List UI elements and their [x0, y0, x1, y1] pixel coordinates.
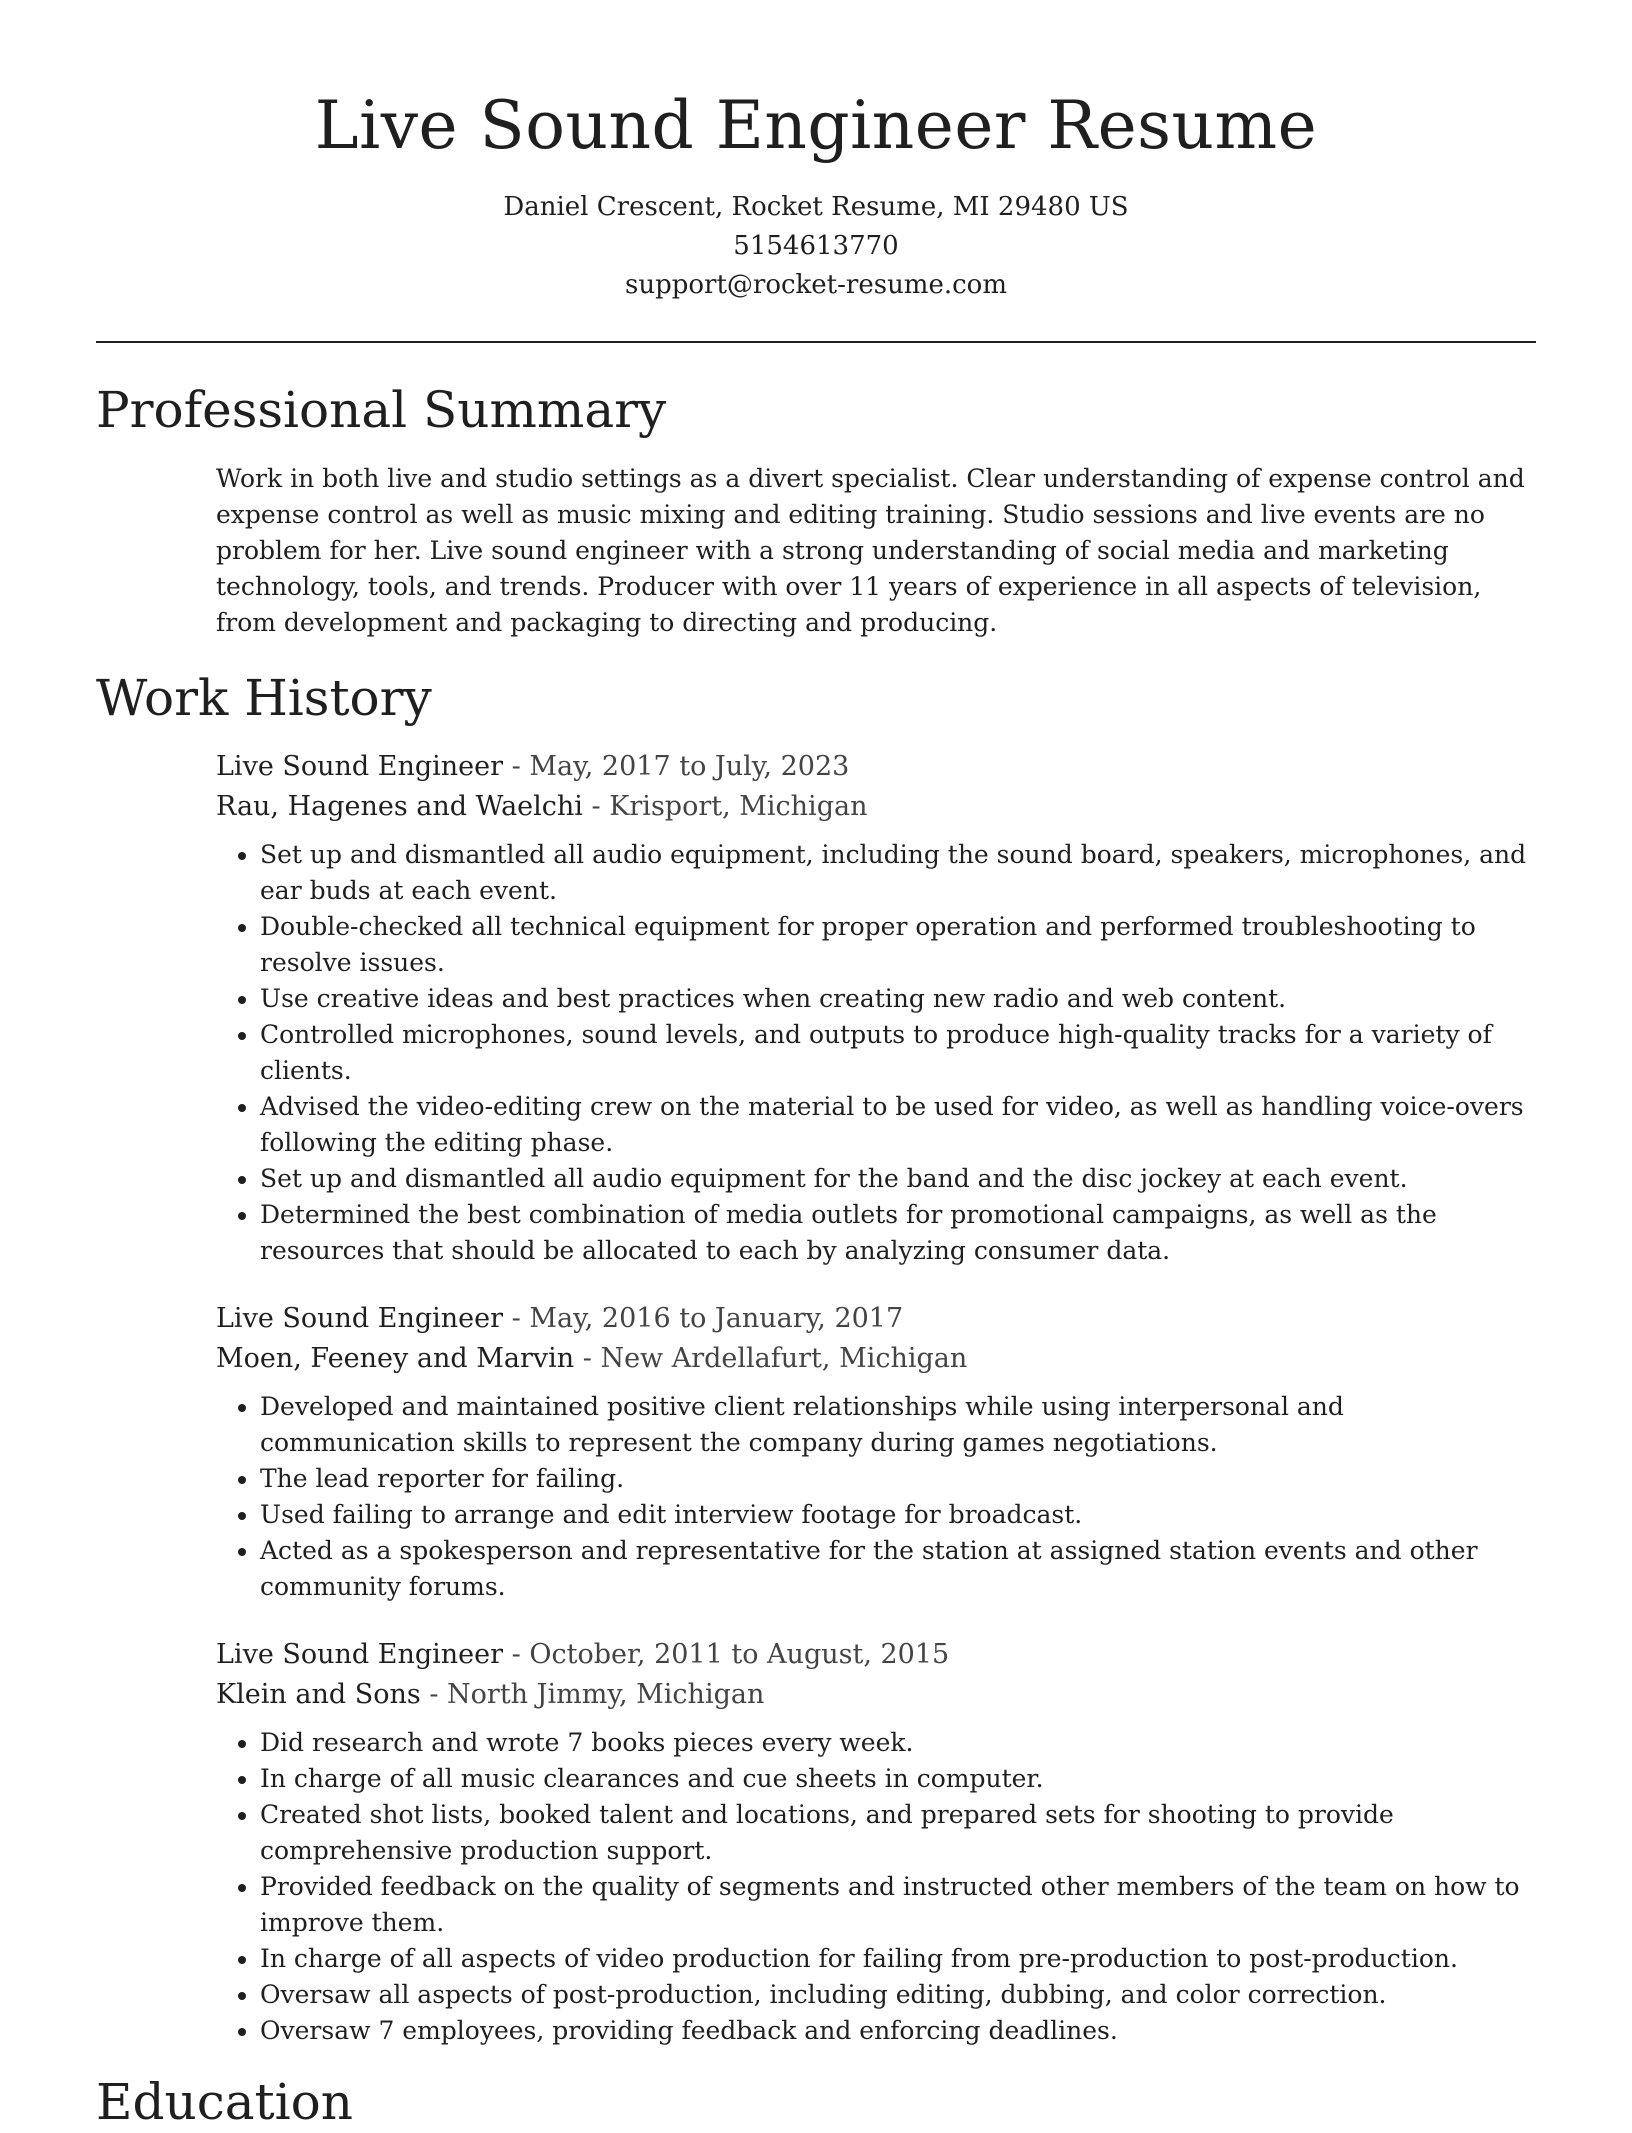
job-location: Krisport, Michigan — [609, 791, 868, 822]
duty-item: • Oversaw 7 employees, providing feedback and enforcing deadlines. — [260, 2013, 1536, 2049]
job-dates: May, 2016 to January, 2017 — [529, 1303, 904, 1334]
job-role: Live Sound Engineer — [216, 751, 504, 782]
duty-item: • Double-checked all technical equipment for proper operation and performed troubleshooting to resolve issues. — [260, 909, 1536, 981]
job-dates: October, 2011 to August, 2015 — [529, 1639, 950, 1670]
job-dates: May, 2017 to July, 2023 — [529, 751, 850, 782]
duty-item: • The lead reporter for failing. — [260, 1461, 1536, 1497]
duty-item: • Oversaw all aspects of post-production, including editing, dubbing, and color correction. — [260, 1977, 1536, 2013]
job-title-line — [216, 1635, 1536, 1675]
job-entry — [216, 747, 1536, 1269]
summary-text: Work in both live and studio settings as a divert specialist. Clear understanding of expense control and expense control as well as music mixing and editing training. Studio sessions and live events are no problem for her. Live sound engineer with a strong understanding of social media and marketing technology, tools, and trends. Producer with over 11 years of experience in all aspects of television, from development and packaging to directing and producing. — [216, 464, 1525, 637]
job-title-line — [216, 1299, 1536, 1339]
duty-item: • Created shot lists, booked talent and locations, and prepared sets for shooting to provide comprehensive production support. — [260, 1797, 1536, 1869]
duty-item: • In charge of all aspects of video production for failing from pre-production to post-production. — [260, 1941, 1536, 1977]
job-role: Live Sound Engineer — [216, 1303, 504, 1334]
duty-item: • Advised the video-editing crew on the material to be used for video, as well as handling voice-overs following the editing phase. — [260, 1089, 1536, 1161]
separator: - — [503, 1303, 530, 1334]
duty-item: • Developed and maintained positive client relationships while using interpersonal and communication skills to represent the company during games negotiations. — [260, 1389, 1536, 1461]
job-company: Moen, Feeney and Marvin — [216, 1343, 575, 1374]
summary-heading: Professional Summary — [96, 381, 667, 439]
job-duties-list — [216, 1725, 1536, 2049]
job-role: Live Sound Engineer — [216, 1639, 504, 1670]
job-company: Klein and Sons — [216, 1679, 421, 1710]
job-duties-list — [216, 837, 1536, 1269]
job-company-line — [216, 1339, 1536, 1379]
duty-item: • Did research and wrote 7 books pieces every week. — [260, 1725, 1536, 1761]
duty-item: • Acted as a spokesperson and representative for the station at assigned station events and other community forums. — [260, 1533, 1536, 1605]
duty-item: • Determined the best combination of media outlets for promotional campaigns, as well as the resources that should be allocated to each by analyzing consumer data. — [260, 1197, 1536, 1269]
duty-item: • Use creative ideas and best practices when creating new radio and web content. — [260, 981, 1536, 1017]
duty-item: • Controlled microphones, sound levels, and outputs to produce high-quality tracks for a variety of clients. — [260, 1017, 1536, 1089]
resume-title: Live Sound Engineer Resume — [314, 87, 1318, 164]
resume-header — [96, 0, 1536, 305]
job-title-line — [216, 747, 1536, 787]
contact-address: Daniel Crescent, Rocket Resume, MI 29480 US — [503, 192, 1129, 222]
education-heading: Education — [96, 2073, 353, 2131]
job-location: New Ardellafurt, Michigan — [600, 1343, 968, 1374]
job-company: Rau, Hagenes and Waelchi — [216, 791, 583, 822]
contact-phone: 5154613770 — [733, 231, 899, 261]
duty-item: • Provided feedback on the quality of segments and instructed other members of the team on how to improve them. — [260, 1869, 1536, 1941]
separator: - — [503, 751, 530, 782]
header-divider — [96, 341, 1536, 343]
duty-item: • Set up and dismantled all audio equipment, including the sound board, speakers, microphones, and ear buds at each event. — [260, 837, 1536, 909]
separator: - — [574, 1343, 601, 1374]
job-location: North Jimmy, Michigan — [447, 1679, 765, 1710]
contact-email: support@rocket-resume.com — [624, 270, 1007, 300]
duty-item: • Used failing to arrange and edit interview footage for broadcast. — [260, 1497, 1536, 1533]
separator: - — [582, 791, 610, 822]
job-entry — [216, 1635, 1536, 2049]
job-entry — [216, 1299, 1536, 1605]
job-company-line — [216, 787, 1536, 827]
resume-page — [96, 0, 1536, 2133]
duty-item: • In charge of all music clearances and cue sheets in computer. — [260, 1761, 1536, 1797]
separator: - — [420, 1679, 448, 1710]
job-company-line — [216, 1675, 1536, 1715]
contact-block — [96, 188, 1536, 305]
job-duties-list — [216, 1389, 1536, 1605]
duty-item: • Set up and dismantled all audio equipment for the band and the disc jockey at each event. — [260, 1161, 1536, 1197]
separator: - — [503, 1639, 530, 1670]
work-history-heading: Work History — [96, 669, 432, 727]
